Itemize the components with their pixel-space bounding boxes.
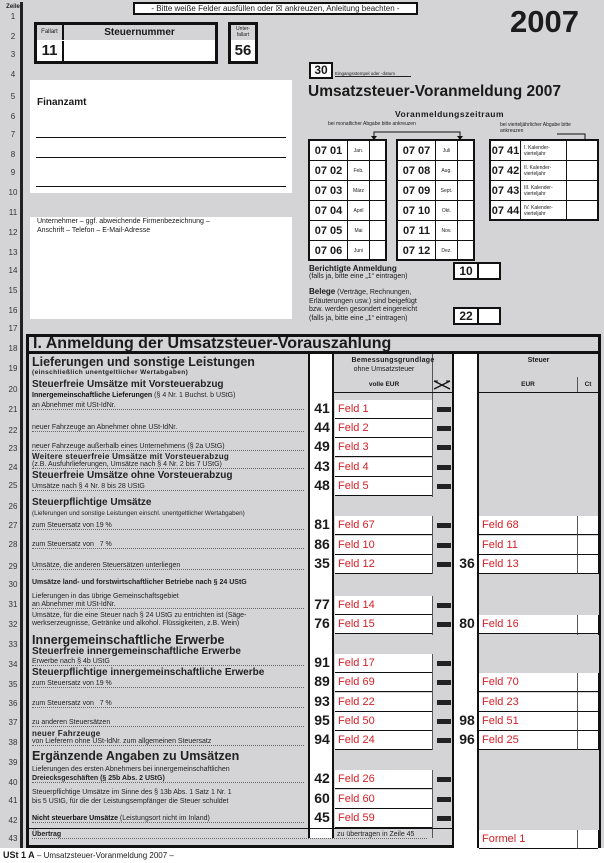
label-row-20c: (§ 4 Nr. 1 Buchst. b UStG) [152, 392, 236, 399]
form-footer [3, 850, 174, 860]
row-number: 12 [8, 228, 18, 237]
row-number: 4 [10, 70, 16, 79]
row-number: 22 [8, 426, 18, 435]
label-row-19b: (einschließlich unentgeltlicher Wertabgaben) [32, 369, 189, 376]
row-number-column [3, 2, 23, 848]
month-row [398, 161, 473, 181]
period-code: 07 05 [310, 221, 348, 240]
bemessung-input[interactable]: Feld 26 [335, 770, 432, 789]
belege-text-1: (Verträge, Rechnungen, [335, 289, 412, 296]
bemessung-input[interactable]: Feld 2 [335, 419, 432, 438]
quarter-row [491, 161, 597, 181]
bemessung-input[interactable]: Feld 1 [335, 400, 432, 419]
label-row-33b: Steuerfreie innergemeinschaftliche Erwerbe [32, 646, 241, 657]
label-row-42-sub: (Leistungsort nicht im Inland) [117, 815, 210, 822]
period-label: Jan. [348, 141, 370, 160]
period-label: Feb. [348, 161, 370, 180]
label-row-29: Umsätze, die anderen Steuersätzen unterliegen [32, 562, 304, 570]
form-title: Umsatzsteuer-Voranmeldung 2007 [308, 83, 561, 100]
period-code: 07 43 [491, 181, 521, 200]
row-number: 2 [10, 32, 16, 41]
bemessung-input[interactable]: Feld 59 [335, 809, 432, 828]
row-number: 8 [10, 150, 16, 159]
row-number: 17 [8, 324, 18, 333]
row-number: 38 [8, 738, 18, 747]
belege-box [453, 307, 501, 325]
steuernummer-label: Steuernummer [64, 25, 215, 40]
steuer-input[interactable]: Feld 25 [479, 731, 577, 750]
unterfallart-value[interactable]: 56 [234, 42, 252, 59]
fallart-label: Fallart [37, 25, 64, 40]
period-checkbox[interactable] [370, 141, 385, 160]
label-row-25b: Umsätze nach § 4 Nr. 8 bis 28 UStG [32, 483, 304, 491]
label-row-36: zum Steuersatz von 7 % [32, 700, 304, 708]
row-number: 37 [8, 718, 18, 727]
label-row-43: Übertrag [32, 831, 427, 839]
label-row-24b: (z.B. Ausfuhrlieferungen, Umsätze nach § 4 Nr. 2 bis 7 UStG) [32, 461, 304, 469]
footer-title: – Umsatzsteuer-Voranmeldung 2007 – [34, 851, 174, 860]
shaded-cell [479, 393, 577, 516]
row-number: 16 [8, 306, 18, 315]
label-row-43b: zu übertragen in Zeile 45 [337, 831, 415, 838]
cents-dash-marker [437, 777, 451, 782]
period-code: 07 01 [310, 141, 348, 160]
month-row [310, 141, 385, 161]
steuer-input[interactable]: Feld 51 [479, 712, 577, 731]
period-code: 07 44 [491, 201, 521, 221]
label-row-19: Lieferungen und sonstige Leistungen [32, 355, 255, 369]
cents-dash-marker [437, 680, 451, 685]
kennzahl-label: 93 [314, 693, 330, 709]
col-volle-eur: volle EUR [368, 381, 400, 388]
row-number: 26 [8, 502, 18, 511]
row-number: 35 [8, 680, 18, 689]
belege-code: 22 [455, 309, 479, 323]
row-number: 18 [8, 344, 18, 353]
kennzahl-tax-label: 98 [459, 712, 475, 728]
bemessung-input[interactable]: Feld 12 [335, 555, 432, 574]
period-checkbox[interactable] [458, 201, 473, 220]
period-code: 07 42 [491, 161, 521, 180]
label-row-21: an Abnehmer mit USt-IdNr. [32, 402, 304, 410]
kennzahl-tax-label: 96 [459, 731, 475, 747]
period-checkbox[interactable] [567, 161, 597, 180]
address-line-3 [36, 186, 286, 187]
period-checkbox[interactable] [458, 221, 473, 240]
month-row [310, 221, 385, 241]
period-code: 07 12 [398, 241, 436, 261]
label-row-20: Steuerfreie Umsätze mit Vorsteuerabzug [32, 379, 224, 390]
cents-dash-marker [437, 465, 451, 470]
cents-dash-marker [437, 562, 451, 567]
label-row-35a: Steuerpflichtige innergemeinschaftliche Erwerbe [32, 667, 265, 678]
shaded-cell [335, 574, 452, 596]
kennzahl-label: 91 [314, 654, 330, 670]
row-number: 21 [8, 405, 18, 414]
month-row [398, 181, 473, 201]
steuernummer-box [34, 22, 218, 64]
label-row-40b: Dreiecksgeschäften (§ 25b Abs. 2 UStG) [32, 775, 304, 783]
row-number: 25 [8, 481, 18, 490]
monthly-hint: bei monatlicher Abgabe bitte ankreuzen [328, 121, 416, 127]
shaded-cell [335, 750, 452, 770]
eingang-label: Eingangsstempel oder -datum [335, 71, 411, 77]
cents-dash-marker [437, 484, 451, 489]
unternehmer-label-1: Unternehmer – ggf. abweichende Firmenbezeichnung – [37, 218, 210, 225]
bemessung-input[interactable]: Feld 50 [335, 712, 432, 731]
steuer-input[interactable]: Feld 13 [479, 555, 577, 574]
belege-input[interactable] [481, 309, 499, 323]
period-checkbox[interactable] [370, 181, 385, 200]
address-line-1 [36, 137, 286, 138]
row-number: 11 [8, 208, 18, 217]
fallart-value[interactable]: 11 [37, 41, 64, 61]
kennzahl-label: 42 [314, 770, 330, 786]
shaded-cell [335, 497, 452, 516]
row-number: 19 [8, 364, 18, 373]
period-label: Juni [348, 241, 370, 261]
kennzahl-label: 95 [314, 712, 330, 728]
label-row-26b: (Lieferungen und sonstige Leistungen einschl. unentgeltlicher Wertabgaben) [32, 510, 245, 517]
bemessung-input[interactable]: Feld 4 [335, 458, 432, 477]
row-number: 28 [8, 540, 18, 549]
row-number: 33 [8, 640, 18, 649]
col-bemessung-header: Bemessungsgrundlage [351, 357, 435, 364]
quarterly-hint: bei vierteljährlicher Abgabe bitte ankreuzen [500, 122, 571, 134]
steuer-input[interactable]: Feld 23 [479, 693, 577, 712]
cent-input[interactable] [577, 555, 598, 574]
bemessung-input[interactable]: Feld 67 [335, 516, 432, 535]
address-line-2 [36, 157, 286, 158]
form-year: 2007 [510, 4, 579, 39]
period-label: Nov. [436, 221, 458, 240]
kennzahl-label: 94 [314, 731, 330, 747]
berichtigt-hint: (falls ja, bitte eine „1“ eintragen) [309, 273, 408, 280]
row-number: 36 [8, 699, 18, 708]
shaded-cell [577, 393, 598, 516]
eingang-code: 30 [309, 62, 333, 79]
month-row [398, 241, 473, 261]
col-bemessung-sub: ohne Umsatzsteuer [353, 366, 415, 373]
row-number: 34 [8, 660, 18, 669]
shaded-cell [479, 750, 599, 830]
period-code: 07 04 [310, 201, 348, 220]
cent-input[interactable] [577, 712, 598, 731]
label-row-31a: Lieferungen in das übrige Gemeinschaftsgebiet [32, 593, 179, 600]
section-title: I. Anmeldung der Umsatzsteuer-Vorauszahlung [26, 334, 601, 354]
shaded-cell [479, 574, 599, 615]
row-number: 39 [8, 758, 18, 767]
period-title: Voranmeldungszeitraum [395, 109, 505, 119]
bemessung-input[interactable]: Feld 24 [335, 731, 432, 750]
period-label: I. Kalender-vierteljahr [521, 141, 567, 160]
period-checkbox[interactable] [370, 161, 385, 180]
label-row-35b: zum Steuersatz von 19 % [32, 680, 304, 688]
bemessung-input[interactable]: Feld 10 [335, 536, 432, 555]
cents-dash-marker [437, 407, 451, 412]
shaded-cell [335, 635, 452, 654]
label-row-38a: neuer Fahrzeuge [32, 729, 101, 738]
period-checkbox[interactable] [458, 181, 473, 200]
period-code: 07 10 [398, 201, 436, 220]
bemessung-input[interactable]: Feld 14 [335, 596, 432, 615]
row-number: 7 [10, 130, 16, 139]
unternehmer-label-2: Anschrift – Telefon – E-Mail-Adresse [37, 227, 151, 234]
steuer-input[interactable]: Feld 16 [479, 615, 577, 634]
cents-dash-marker [437, 700, 451, 705]
row-number: 14 [8, 266, 18, 275]
belege-title: Belege [309, 287, 336, 296]
period-label: März [348, 181, 370, 200]
cents-dash-marker [437, 661, 451, 666]
row-number: 5 [10, 92, 16, 101]
period-label: Mai [348, 221, 370, 240]
label-row-26a: Steuerpflichtige Umsätze [32, 497, 152, 508]
row-number: 6 [10, 112, 16, 121]
shaded-cell [479, 635, 599, 673]
cents-dash-marker [437, 523, 451, 528]
header-divider-left [334, 392, 452, 393]
kennzahl-label: 44 [314, 419, 330, 435]
col-ct: Ct [584, 381, 592, 388]
quarter-row [491, 141, 597, 161]
month-row [310, 161, 385, 181]
label-row-32a: Umsätze, für die eine Steuer nach § 24 UStG zu entrichten ist (Säge- [32, 612, 247, 619]
label-row-20b [32, 392, 235, 399]
uebertrag-divider [26, 828, 452, 829]
month-row [310, 241, 385, 261]
row-number: 42 [8, 816, 18, 825]
kz-tax-column [452, 354, 479, 848]
period-label: IV. Kalender-vierteljahr [521, 201, 567, 221]
col-eur: EUR [521, 381, 535, 388]
kennzahl-label: 35 [314, 555, 330, 571]
label-row-41b: bis 5 UStG, für die der Leistungsempfänger die Steuer schuldet [32, 798, 229, 805]
period-code: 07 08 [398, 161, 436, 180]
cents-dash-marker [437, 738, 451, 743]
row-number: 32 [8, 620, 18, 629]
label-row-38b: von Lieferern ohne USt-IdNr. zum allgemeinen Steuersatz [32, 738, 304, 746]
period-checkbox[interactable] [458, 141, 473, 160]
label-row-32b: werkserzeugnisse, Getränke und alkohol. Flüssigkeiten, z.B. Wein) [32, 620, 240, 627]
row-number: 3 [10, 50, 16, 59]
bemessung-input[interactable]: Feld 3 [335, 438, 432, 457]
period-code: 07 41 [491, 141, 521, 160]
belege-text [309, 288, 417, 323]
bemessung-input[interactable]: Feld 69 [335, 673, 432, 692]
row-number: 31 [8, 600, 18, 609]
period-label: Dez. [436, 241, 458, 261]
cent-input[interactable] [577, 536, 598, 555]
scissors-icon [433, 380, 451, 390]
kennzahl-tax-label: 36 [459, 555, 475, 571]
label-row-34: Erwerbe nach § 4b UStG [32, 658, 304, 666]
cents-dash-marker [437, 797, 451, 802]
label-row-37: zu anderen Steuersätzen [32, 719, 304, 727]
label-row-22: neuer Fahrzeuge an Abnehmer ohne USt-IdNr. [32, 424, 304, 432]
period-checkbox[interactable] [567, 141, 597, 160]
month-row [398, 141, 473, 161]
steuer-input[interactable]: Feld 11 [479, 536, 577, 555]
cents-dash-marker [437, 816, 451, 821]
cents-dash-marker [437, 445, 451, 450]
label-row-42 [32, 815, 304, 823]
kennzahl-label: 60 [314, 790, 330, 806]
month-row [398, 201, 473, 221]
label-row-39: Ergänzende Angaben zu Umsätzen [32, 749, 240, 763]
row-number: 30 [8, 580, 18, 589]
cents-dash-marker [437, 543, 451, 548]
period-label: II. Kalender-vierteljahr [521, 161, 567, 180]
cent-input[interactable] [577, 693, 598, 712]
row-number: 27 [8, 521, 18, 530]
month-row [310, 181, 385, 201]
row-number: 40 [8, 778, 18, 787]
unterfallart-box [228, 22, 258, 64]
period-checkbox[interactable] [370, 241, 385, 261]
cents-dash-marker [437, 603, 451, 608]
label-row-33: Innergemeinschaftliche Erwerbe [32, 633, 225, 647]
cent-input[interactable] [577, 830, 598, 849]
label-row-20b-bold: Innergemeinschaftliche Lieferungen [32, 392, 153, 399]
label-row-25a: Steuerfreie Umsätze ohne Vorsteuerabzug [32, 470, 233, 481]
steuer-input[interactable]: Feld 68 [479, 516, 577, 535]
row-number: 9 [10, 168, 16, 177]
cents-dash-marker [437, 426, 451, 431]
cent-input[interactable] [577, 615, 598, 634]
row-number: 15 [8, 286, 18, 295]
period-checkbox[interactable] [458, 161, 473, 180]
berichtigt-code: 10 [455, 264, 479, 278]
quarter-row [491, 181, 597, 201]
row-number: 43 [8, 834, 18, 843]
instruction-notice: - Bitte weiße Felder ausfüllen oder ☒ ankreuzen, Anleitung beachten - [133, 2, 418, 15]
period-code: 07 06 [310, 241, 348, 261]
period-label: III. Kalender-vierteljahr [521, 181, 567, 200]
kennzahl-label: 76 [314, 615, 330, 631]
berichtigt-input[interactable] [481, 264, 499, 278]
period-checkbox[interactable] [567, 201, 597, 221]
label-row-24a: Weitere steuerfreie Umsätze mit Vorsteuerabzug [32, 452, 230, 461]
label-row-31b: an Abnehmer mit USt-IdNr. [32, 601, 304, 609]
cents-dash-marker [437, 719, 451, 724]
kennzahl-label: 48 [314, 477, 330, 493]
label-row-42-bold: Nicht steuerbare Umsätze [32, 815, 118, 822]
period-label: Aug. [436, 161, 458, 180]
period-checkbox[interactable] [370, 201, 385, 220]
belege-text-3: bzw. werden gesondert eingereicht [309, 306, 418, 313]
row-number: 10 [8, 188, 18, 197]
bemessung-input[interactable]: Feld 5 [335, 477, 432, 496]
bemessung-input[interactable]: Feld 17 [335, 654, 432, 673]
finanzamt-label: Finanzamt [37, 97, 87, 108]
label-row-28: zum Steuersatz von 7 % [32, 541, 304, 549]
period-checkbox[interactable] [458, 241, 473, 261]
berichtigt-box [453, 262, 501, 280]
steuer-input[interactable]: Feld 70 [479, 673, 577, 692]
label-row-23: neuer Fahrzeuge außerhalb eines Unternehmens (§ 2a UStG) [32, 443, 304, 451]
belege-text-4: (falls ja, bitte eine „1“ eintragen) [309, 314, 408, 322]
period-code: 07 09 [398, 181, 436, 200]
month-row [398, 221, 473, 241]
row-number: 1 [10, 12, 16, 21]
period-checkbox[interactable] [370, 221, 385, 240]
period-label: Okt. [436, 201, 458, 220]
finanzamt-box[interactable] [30, 80, 292, 193]
period-code: 07 07 [398, 141, 436, 160]
cent-input[interactable] [577, 731, 598, 750]
kennzahl-label: 43 [314, 458, 330, 474]
period-label: Juli [436, 141, 458, 160]
period-label: April [348, 201, 370, 220]
steuer-input[interactable]: Formel 1 [479, 830, 577, 849]
kennzahl-label: 86 [314, 536, 330, 552]
label-row-30: Umsätze land- und forstwirtschaftlicher Betriebe nach § 24 UStG [32, 579, 247, 586]
label-row-40a: Lieferungen des ersten Abnehmers bei innergemeinschaftlichen [32, 766, 230, 773]
row-number: 29 [8, 562, 18, 571]
row-number: 20 [8, 385, 18, 394]
row-number: 24 [8, 463, 18, 472]
berichtigt-title: Berichtigte Anmeldung [309, 264, 397, 273]
steuernummer-input[interactable] [66, 41, 215, 61]
quarter-row [491, 201, 597, 221]
cents-dash-marker [437, 622, 451, 627]
belege-text-2: Erläuterungen usw.) sind beigefügt [309, 297, 417, 305]
kennzahl-label: 77 [314, 596, 330, 612]
quarterly-period-table [489, 139, 599, 221]
label-row-41a: Steuerpflichtige Umsätze im Sinne des § 13b Abs. 1 Satz 1 Nr. 1 [32, 789, 232, 796]
unterfallart-label: Unter-fallart [231, 25, 255, 40]
unternehmer-box[interactable] [30, 217, 292, 319]
cent-input[interactable] [577, 673, 598, 692]
kennzahl-label: 81 [314, 516, 330, 532]
kennzahl-label: 45 [314, 809, 330, 825]
month-row [310, 201, 385, 221]
footer-code: USt 1 A [3, 850, 35, 860]
period-code: 07 11 [398, 221, 436, 240]
zeile-header: Zeile [6, 4, 20, 10]
bemessung-input[interactable]: Feld 15 [335, 615, 432, 634]
period-code: 07 02 [310, 161, 348, 180]
kennzahl-tax-label: 80 [459, 615, 475, 631]
monthly-period-table-2 [396, 139, 475, 261]
row-number: 41 [8, 796, 18, 805]
row-number: 23 [8, 444, 18, 453]
cent-input[interactable] [577, 516, 598, 535]
kennzahl-label: 41 [314, 400, 330, 416]
bemessung-input[interactable]: Feld 22 [335, 693, 432, 712]
bemessung-input[interactable]: Feld 60 [335, 790, 432, 809]
kennzahl-label: 89 [314, 673, 330, 689]
label-row-27: zum Steuersatz von 19 % [32, 522, 304, 530]
monthly-period-table-1 [308, 139, 387, 261]
period-code: 07 03 [310, 181, 348, 200]
period-label: Sept. [436, 181, 458, 200]
col-steuer-header: Steuer [527, 357, 550, 364]
row-number: 13 [8, 248, 18, 257]
period-checkbox[interactable] [567, 181, 597, 200]
kennzahl-label: 49 [314, 438, 330, 454]
